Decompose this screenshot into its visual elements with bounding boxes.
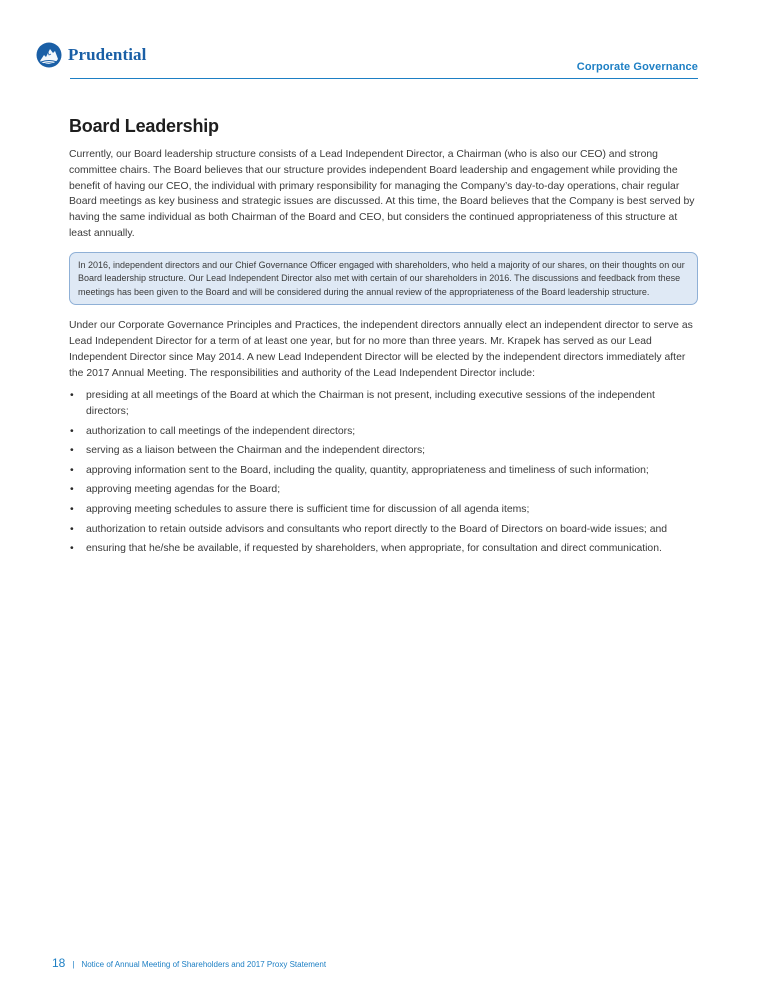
header-divider (70, 78, 698, 79)
prudential-logo (36, 42, 146, 68)
footer-separator: | (72, 960, 75, 969)
list-item-text: serving as a liaison between the Chairman and the independent directors; (86, 445, 426, 457)
list-item-text: approving meeting agendas for the Board; (86, 484, 281, 496)
page-header (36, 40, 698, 80)
lead-director-paragraph: Under our Corporate Governance Principles and Practices, the independent directors annually elect an independent director to serve as Lead Independent Director for a term of at least one year, but for no more than three years. Mr. Krapek has served as our Lead Independent Director since May 2014. A new Lead Independent Director will be elected by the independent directors immediately after the 2017 Annual Meeting. The responsibilities and authority of the Lead Independent Director include: (69, 320, 693, 379)
list-item (69, 463, 698, 479)
list-item (69, 541, 698, 557)
logo-wordmark: Prudential (68, 45, 147, 64)
bullet-icon: • (70, 484, 74, 496)
list-item-text: ensuring that he/she be available, if requested by shareholders, when appropriate, for consultation and direct communication. (86, 543, 662, 555)
list-item-text: authorization to call meetings of the independent directors; (86, 425, 356, 437)
list-item-text: authorization to retain outside advisors and consultants who report directly to the Board of Directors on board-wide issues; and (86, 523, 668, 535)
shareholder-engagement-callout: In 2016, independent directors and our Chief Governance Officer engaged with shareholders, who held a majority of our shares, on their thoughts on our Board leadership structure. Our Lead Independent Director also met with certain of our shareholders in 2016. The discussions and feedback from these meetings has been given to the Board and will be considered during the annual review of the appropriateness of the Board leadership structure. (69, 252, 698, 306)
rock-of-gibraltar-logo-icon (36, 42, 62, 68)
page-title: Board Leadership (69, 116, 219, 136)
responsibilities-list (69, 388, 698, 556)
list-item-text: approving meeting schedules to assure there is sufficient time for discussion of all agenda items; (86, 504, 530, 516)
bullet-icon: • (70, 464, 74, 476)
page-number: 18 (52, 956, 66, 970)
main-content (69, 116, 698, 561)
list-item (69, 482, 698, 498)
document-title: Notice of Annual Meeting of Shareholders and 2017 Proxy Statement (81, 960, 327, 969)
list-item (69, 502, 698, 518)
intro-paragraph: Currently, our Board leadership structure consists of a Lead Independent Director, a Chairman (who is also our CEO) and strong committee chairs. The Board believes that our structure provides independent Board leadership and engagement while providing the benefit of having our CEO, the individual with primary responsibility for managing the Company’s day-to-day operations, chair regular Board meetings as key business and strategic issues are discussed. At this time, the Board believes that the Company is best served by having the same individual as both Chairman of the Board and CEO, but considers the continued appropriateness of this structure at least annually. (69, 149, 695, 239)
section-label: Corporate Governance (576, 61, 698, 73)
bullet-icon: • (70, 425, 74, 437)
list-item (69, 522, 698, 538)
list-item (69, 388, 698, 419)
list-item-text: approving information sent to the Board, including the quality, quantity, appropriateness and timeliness of such information; (86, 464, 649, 476)
list-item (69, 443, 698, 459)
bullet-icon: • (70, 390, 74, 402)
list-item-text: presiding at all meetings of the Board at which the Chairman is not present, including executive sessions of the independent directors; (86, 390, 655, 418)
bullet-icon: • (70, 504, 74, 516)
bullet-icon: • (70, 445, 74, 457)
list-item (69, 424, 698, 440)
page-footer (52, 956, 326, 970)
bullet-icon: • (70, 523, 74, 535)
bullet-icon: • (70, 543, 74, 555)
